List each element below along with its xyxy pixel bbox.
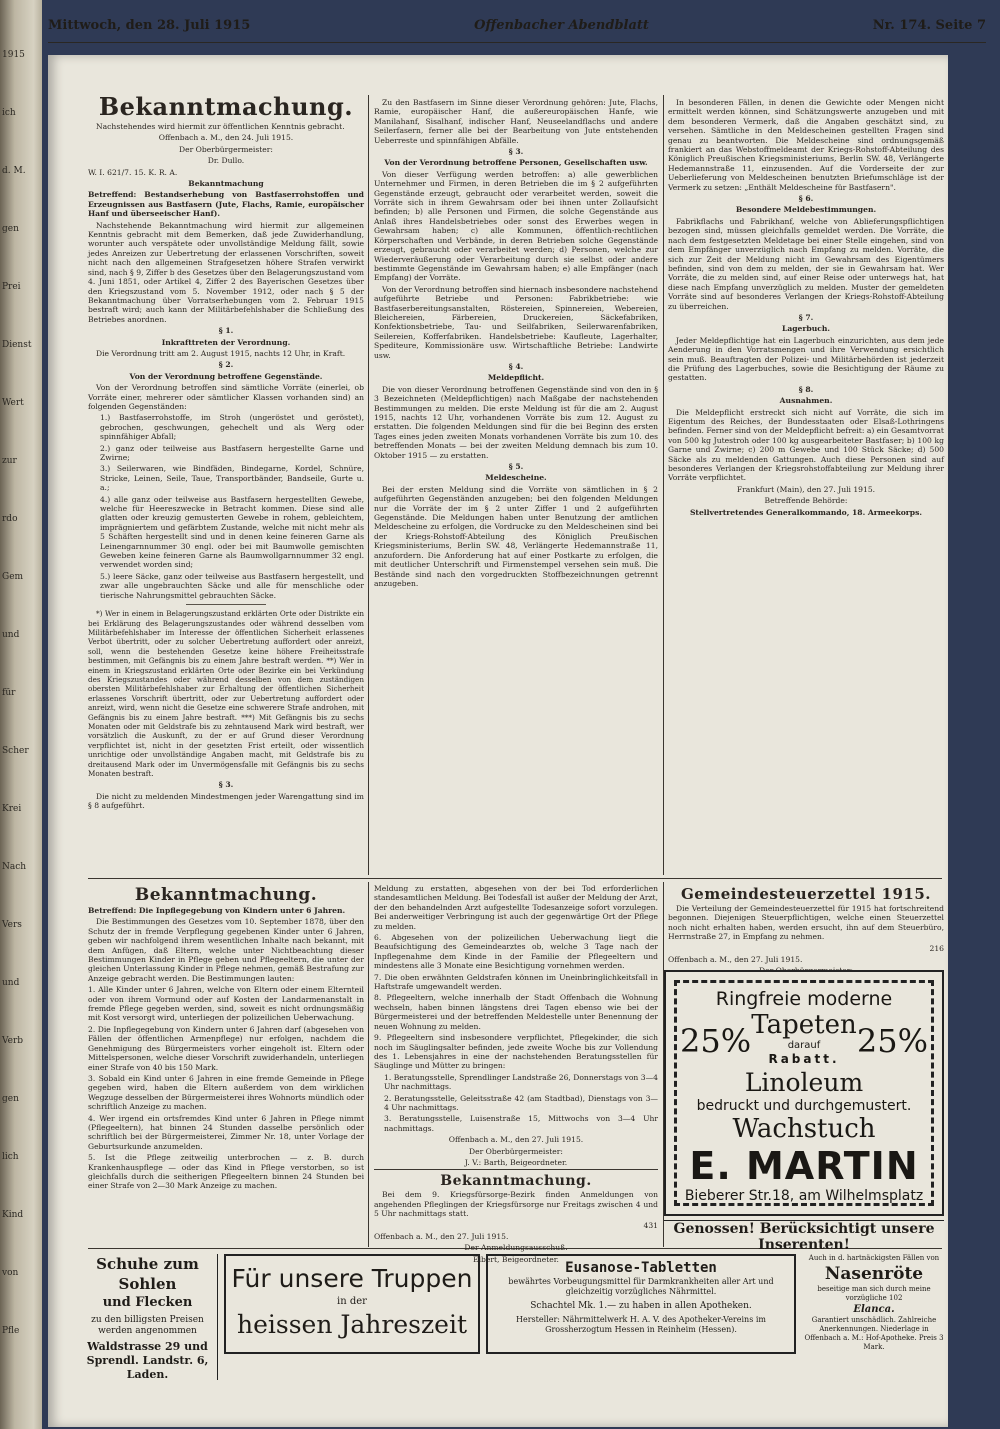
binding-fragment: Vers [2,920,22,930]
binding-fragment: Verb [2,1036,24,1046]
list-item: 5.) leere Säcke, ganz oder teilweise aus Bastfasern hergestellt, und zwar alle ungebrauchten Säcke und alle für menschliche oder tierische Nahrungsmittel gebrauchten Säcke. [100,571,364,600]
masthead-date: Mittwoch, den 28. Juli 1915 [48,18,251,33]
section-2-number: § 2. [218,360,234,370]
binding-fragment: Krei [2,804,22,814]
martin-advertisement [664,970,944,1216]
authority: Der Oberbürgermeister: [469,1146,563,1156]
place-date: Offenbach a. M., den 27. Juli 1915. [668,955,803,965]
meldung-text: In besonderen Fällen, in denen die Gewichte oder Mengen nicht ermittelt werden können, sind Schätzungswerte anzugeben und mit dem besonderen Vermerk, daß die Angaben geschätzt sind, zu versehen. Sämtliche in den Meldescheinen gestellten Fragen sind genau zu beantworten. Die Meldescheine sind ordnungsgemäß frankiert an das Webstoffmeldeamt der Kriegs-Rohstoff-Abteilung des Königlich Preußischen Kriegsministeriums, Berlin SW. 48, Verlängerte Hedemannstraße 11, einzusenden. Auf die Vorderseite der zur Ueberlieferung von Meldescheinen benutzten Briefumschläge ist der Vermerk zu setzen: „Enthält Meldescheine für Bastfasern". [668,98,944,192]
masthead-paper: Offenbacher Abendblatt [474,18,649,33]
ad-darauf: darauf [787,1040,821,1051]
section-2-text: Von der Verordnung betroffen sind sämtliche Vorräte (einerlei, ob Vorräte einer, mehrerer oder sämtlicher Klassen vorhanden sind) an folgenden Gegenständen: [88,383,364,411]
binding-fragment: lich [2,1152,19,1162]
column-2 [374,98,658,876]
eusanose-price: Schachtel Mk. 1.— zu haben in allen Apotheken. [530,1301,752,1311]
binding-strip [0,0,42,1429]
section-7-text: Jeder Meldepflichtige hat ein Lagerbuch einzurichten, aus dem jede Aenderung in den Vorratsmengen und ihre Verwendung ersichtlich sein muß. Beauftragten der Polizei- und Militärbehörden ist jederzeit die Prüfung des Lagerbuches, sowie die Besichtigung der Räume zu gestatten. [668,335,944,383]
list-item: 2. Die Inpflegegebung von Kindern unter 6 Jahren darf (abgesehen von Fällen der öffentlichen Armenpflege) nur erfolgen, nachdem die Genehmigung des Bürgermeisters vorher eingeholt ist. Eltern oder Mittelspersonen, welche dieser Vorschrift zuwiderhandeln, unterliegen einer Strafe von 40 bis 150 Mark. [88,1024,364,1072]
binding-fragment: 1915 [2,50,25,60]
masthead [48,18,986,40]
section-7-number: § 7. [798,312,814,322]
nase-ad-text: beseitige man sich durch meine vorzügliche 102 [817,1285,931,1302]
reference-number: W. I. 621/7. 15. K. R. A. [88,167,178,177]
troops-line-2: in der [337,1296,367,1307]
child-care-continued: Meldung zu erstatten, abgesehen von der bei Tod erforderlichen standesamtlichen Meldung. Bei Todesfall ist außer der Meldung der Arzt, der den behandelnden Arzt aufgestellte Todesanzeige sofort vorzulegen. Bei anderweitiger Verbringung ist auch der gegenwärtige Ort der Pflege zu melden. [374,884,658,931]
list-item: 1. Alle Kinder unter 6 Jahren, welche von Eltern oder einem Elternteil oder von ihrem Vormund oder auf Kosten der Landarmenanstalt in fremde Pflege gegeben werden, sind, soweit es nicht ordnungsmäßig mit Kost versorgt wird, unterliegen der polizeilichen Ueberwachung. [88,985,364,1023]
ad-percent-left: 25% [680,1022,752,1060]
sub-title: Bekanntmachung [188,179,264,189]
section-5-text: Bei der ersten Meldung sind die Vorräte von sämtlichen in § 2 aufgeführten Gegenständen anzugeben; bei den folgenden Meldungen nur die Vorräte der im § 2 unter Ziffer 1 und 2 aufgeführten Gegenstände. Die Meldungen haben unter Benutzung der amtlichen Meldescheine zu erfolgen, die Vordrucke zu den Meldescheinen sind bei der Kriegs-Rohstoff-Abteilung des Königlich Preußischen Kriegsministeriums, Berlin SW. 48, Verlängerte Hedemannstraße 11, anzufordern. Die Anforderung hat auf einer Postkarte zu erfolgen, die mit deutlicher Unterschrift und Firmenstempel versehen sein muß. Die Bestände sind nach den vorgedruckten Stoffbezeichnungen getrennt anzugeben. [374,484,658,588]
ad-line-ringfreie: Ringfreie moderne [715,988,893,1010]
binding-fragment: Wert [2,398,24,408]
section-2-title: Von der Verordnung betroffene Gegenstände. [129,371,323,381]
ad-linoleum: Linoleum [744,1068,864,1097]
section-8-title: Ausnahmen. [779,396,833,406]
betreff-text: Betreffend: Bestandserhebung von Bastfaserrohstoffen und Erzeugnissen aus Bastfasern (Jute, Flachs, Ramie, europäischer Hanf und überseeischer Hanf). [88,190,364,219]
list-item: 8. Pflegeeltern, welche innerhalb der Stadt Offenbach die Wohnung wechseln, haben binnen längstens drei Tagen ebenso wie bei der Bürgermeisterei und der betreffenden Meldestelle unter Benennung der neuen Wohnung zu melden. [374,993,658,1031]
shoe-ad-text: zu den billigsten Preisen werden angenommen [91,1315,204,1336]
shoe-ad-title: Schuhe zum Sohlen [96,1255,199,1293]
section-8-number: § 8. [798,384,814,394]
child-care-text: Die Bestimmungen des Gesetzes vom 10. September 1878, über den Schutz der in fremde Verpflegung gegebenen Kinder unter 6 Jahren, geben wir nachfolgend ihrem wesentlichen Inhalte nach bekannt, mit dem Anfügen, daß Eltern, welche unter Nichtbeachtung dieser Bestimmungen Kinder in Pflege geben und Pflegeeltern, die unter der gleichen Unterlassung Kinder in Pflege nehmen, gemäß Bestrafung zur Anzeige gebracht werden. Die Bestimmungen lauten: [88,917,364,983]
section-6-title: Besondere Meldebestimmungen. [735,205,877,215]
column-rule-1 [368,95,369,875]
list-item: 1. Beratungsstelle, Sprendlinger Landstraße 26, Donnerstags von 3—4 Uhr nachmittags. [384,1072,658,1092]
section-3-title: Von der Verordnung betroffene Personen, Gesellschaften usw. [384,158,648,168]
section-3-number: § 3. [508,147,524,157]
ad-bedruckt: bedruckt und durchgemustert. [696,1098,912,1114]
column-rule-2 [663,95,664,875]
section-1-title: Inkrafttreten der Verordnung. [161,337,291,347]
section-3-text: Die nicht zu meldenden Mindestmengen jeder Warengattung sind im § 8 aufgeführt. [88,791,364,811]
list-item: 6. Abgesehen von der polizeilichen Ueberwachung liegt die Beaufsichtigung des Gemeindearztes ob, welche 3 Tage nach der Inpflegenahme dem Kinde in der Familie der Pflegeeltern und mindestens alle 3 Monate eine Besichtigung vornehmen werden. [374,933,658,971]
intro-text: Nachstehendes wird hiermit zur öffentlichen Kenntnis gebracht. [96,122,345,131]
child-care-betreff: Betreffend: Die Inpflegegebung von Kindern unter 6 Jahren. [88,906,346,915]
eusanose-text: bewährtes Vorbeugungsmittel für Darmkrankheiten aller Art und gleichzeitig vorzügliches Nährmittel. [508,1277,774,1296]
ad-company-name: E. MARTIN [689,1144,919,1188]
nasenroete-advertisement [804,1254,944,1354]
troops-line-3: heissen Jahreszeit [236,1310,467,1339]
steuerzettel-number: 216 [929,943,944,953]
troops-advertisement [224,1254,480,1354]
fuersorge-text: Bei dem 9. Kriegsfürsorge-Bezirk finden Anmeldungen von angehenden Pfleglingen der Kriegsfürsorge nur Freitags zwischen 4 und 5 Uhr nachmittags statt. [374,1190,658,1219]
section-5-number: § 5. [508,462,524,472]
lower-column-3 [668,884,944,966]
shoe-ad-address-1: Waldstrasse 29 und [87,1340,208,1353]
ad-address: Bieberer Str.18, am Wilhelmsplatz [684,1188,924,1204]
list-item: 2.) ganz oder teilweise aus Bastfasern hergestellte Garne und Zwirne; [100,443,364,462]
section-1-number: § 1. [218,326,234,336]
section-6-number: § 6. [798,194,814,204]
ad-rabatt: Rabatt. [768,1052,840,1066]
column-rule-3 [368,882,369,1247]
announcement-title: Bekanntmachung. [98,92,354,121]
binding-fragment: und [2,978,20,988]
ad-tapeten: Tapeten [751,1010,857,1040]
steuerzettel-title: Gemeindesteuerzettel 1915. [680,885,932,903]
binding-fragment: zur [2,456,17,466]
list-item: 9. Pflegeeltern sind insbesondere verpflichtet, Pflegekinder, die sich noch im Säuglingsalter befinden, jede zweite Woche bis zur Vollendung des 1. Lebensjahres in eine der nachstehenden Beratungsstellen für Säuglinge und Mütter zu bringen: [374,1033,658,1071]
eusanose-title: Eusanose-Tabletten [565,1260,717,1276]
section-4-number: § 4. [508,361,524,371]
bastfaser-definition: Zu den Bastfasern im Sinne dieser Verordnung gehören: Jute, Flachs, Ramie, europäischer Hanf, die außereuropäischen Hanfe, wie Manilahanf, Sisalhanf, indischer Hanf, Neuseelandflachs und andere Seilerfasern, ferner alle bei der Bearbeitung von Jute entstehenden Ueberreste und spinnfähigen Abfälle. [374,98,658,145]
section-8-text: Die Meldepflicht erstreckt sich nicht auf Vorräte, die sich im Eigentum des Reiches, der Bundesstaaten oder Elsaß-Lothringens befinden. Ferner sind von der Meldepflicht befreit: a) ein Gesamtvorrat von 500 kg Jutestroh oder 100 kg ausgearbeiteter Bastfaser; b) 100 kg Garne und Zwirne; c) 200 m Gewebe und 100 Stück Säcke; d) 500 Säcke als zu meldenden Gattungen. Auch diese Personen sind auf besonderes Verlangen der Kriegsrohstoffabteilung zur Meldung ihrer Vorräte verpflichtet. [668,407,944,483]
list-item: 2. Beratungsstelle, Geleitsstraße 42 (am Stadtbad), Dienstags von 3—4 Uhr nachmittags. [384,1093,658,1112]
place-date: Offenbach a. M., den 27. Juli 1915. [374,1232,509,1241]
shoe-ad-address-2: Sprendl. Landstr. 6, Laden. [86,1354,209,1381]
section-3-text: Von dieser Verfügung werden betroffen: a) alle gewerblichen Unternehmer und Firmen, in deren Betrieben die im § 2 aufgeführten Gegenstände erzeugt, gebraucht oder verarbeitet werden, soweit die Vorräte sich in ihrem Gewahrsam oder bei ihnen unter Zollaufsicht befinden; b) alle Personen und Firmen, die solche Gegenstände aus Anlaß ihres Handelsbetriebes oder sonst des Erwerbes wegen in Gewahrsam haben; c) alle Kommunen, öffentlich-rechtlichen Körperschaften und Verbände, in deren Betrieben solche Gegenstände erzeugt, gebraucht oder verarbeitet werden; d) Personen, welche zur Wiederveräußerung oder Verarbeitung durch sie selbst oder andere bestimmte Gegenstände im Gewahrsam haben; e) alle Empfänger (nach Empfang) der Vorräte. [374,169,658,283]
binding-fragment: gen [2,224,19,234]
ad-wachstuch: Wachstuch [732,1114,876,1144]
fuersorge-number: 431 [643,1220,658,1230]
troops-line-1: Für unsere Truppen [231,1264,473,1293]
paragraph-1: Nachstehende Bekanntmachung wird hiermit zur allgemeinen Kenntnis gebracht mit dem Bemerken, daß jede Zuwiderhandlung, worunter auch verspätete oder unvollständige Meldung fällt, sowie jedes Anreizen zur Uebertretung der erlassenen Vorschriften, soweit nicht nach den allgemeinen Strafgesetzen höhere Strafen verwirkt sind, nach § 9, Ziffer b des Gesetzes über den Belagerungszustand vom 4. Juni 1851, oder Artikel 4, Ziffer 2 des Bayerischen Gesetzes über den Kriegszustand vom 5. November 1912, oder nach § 5 der Bekanntmachung über Vorratserhebungen vom 2. Februar 1915 bestraft wird; auch kann der Militärbefehlshaber die Schließung des Betriebes anordnen. [88,220,364,324]
signature: Stellvertretendes Generalkommando, 18. Armeekorps. [689,507,923,517]
binding-fragment: Nach [2,862,27,872]
section-6-text: Fabrikflachs und Fabrikhanf, welche von Ablieferungspflichtigen bezogen sind, müssen gleichfalls gemeldet werden. Die Vorräte, die nach dem festgesetzten Meldetage bei einer Stelle eingehen, sind von dem Empfänger unverzüglich nach Empfang zu melden. Vorräte, die sich zur Zeit der Meldung nicht im Gewahrsam des Eigentümers befinden, sind von dem zu melden, der sie in Gewahrsam hat. Wer Vorräte, die zu melden sind, auf einer Reise oder unterwegs hat, hat diese nach Empfang unverzüglich zu melden. Muster der gemeldeten Vorräte sind auf besonderes Verlangen der Kriegs-Rohstoff-Abteilung zu überreichen. [668,216,944,311]
lower-column-1 [88,884,364,1246]
nase-ad-text-2: Garantiert unschädlich. Zahlreiche Anerkennungen. Niederlage in Offenbach a. M.: Hof-Apotheke. Preis 3 Mark. [804,1316,944,1351]
list-item: 4. Wer irgend ein ortsfremdes Kind unter 6 Jahren in Pflege nimmt (Pflegeeltern), hat binnen 24 Stunden dasselbe persönlich oder schriftlich bei der Bürgermeisterei, Zimmer Nr. 18, unter Vorlage der Geburtsurkunde anzumelden. [88,1113,364,1151]
binding-fragment: für [2,688,16,698]
place-date: Offenbach a. M., den 27. Juli 1915. [448,1135,584,1145]
list-item: 3. Beratungsstelle, Luisenstraße 15, Mittwochs von 3—4 Uhr nachmittags. [384,1114,658,1133]
signature: Elbert, Beigeordneter. [473,1254,559,1264]
binding-fragment: Scher [2,746,29,756]
eusanose-maker: Hersteller: Nährmittelwerk H. A. V. des Apotheker-Vereins im Grossherzogtum Hessen in Reinheim (Hessen). [516,1315,766,1334]
section-7-title: Lagerbuch. [781,324,831,334]
steuerzettel-text: Die Verteilung der Gemeindesteuerzettel für 1915 hat fortschreitend begonnen. Diejenigen Steuerpflichtigen, welche einen Steuerzettel noch nicht erhalten haben, werden ersucht, ihn auf dem Steuerbüro, Herrnstraße 27, in Empfang zu nehmen. [668,904,944,942]
binding-fragment: ich [2,108,16,118]
binding-fragment: von [2,1268,19,1278]
list-item: 1.) Bastfaserrohstoffe, im Stroh (ungeröstet und geröstet), gebrochen, geschwungen, gehechelt und als Werg oder spinnfähiger Abfall; [100,413,364,442]
binding-fragment: Gem [2,572,24,582]
lower-column-2 [374,884,658,1264]
signature: J. V.: Barth, Beigeordneter. [464,1157,568,1167]
footnote-divider [186,604,266,605]
column-1 [88,92,364,876]
slogan: Genossen! Berücksichtigt unsere Inserenten! [664,1220,944,1242]
place-date: Offenbach a. M., den 24. Juli 1915. [158,133,294,143]
column-3 [668,98,944,876]
section-4-text: Die von dieser Verordnung betroffenen Gegenstände sind von den in § 3 Bezeichneten (Meldepflichtigen) nach Maßgabe der nachstehenden Bestimmungen zu melden. Die erste Meldung ist für die am 2. August 1915, nachts 12 Uhr, vorhandenen Vorräte bis zum 12. August zu erstatten. Die folgenden Meldungen sind für die bei Beginn des ersten Tages eines jeden zweiten Monats vorhandenen Vorräte bis zum 10. des betreffenden Monats — bei der zweiten Meldung demnach bis zum 10. Oktober 1915 — zu erstatten. [374,384,658,460]
binding-fragment: und [2,630,20,640]
list-item: 5. Ist die Pflege zeitweilig unterbrochen — z. B. durch Krankenhauspflege — oder das Kind in Pflege verstorben, so ist gleichfalls durch die seitherigen Pflegeeltern binnen 24 Stunden bei einer Strafe von 2—30 Mark Anzeige zu machen. [88,1153,364,1191]
shoe-ad-title-2: und Flecken [102,1295,193,1310]
list-item: 7. Die oben erwähnten Geldstrafen können im Uneinbringlichkeitsfall in Haftstrafe umgewandelt werden. [374,972,658,992]
nase-ad-brand: Elanca. [853,1304,895,1315]
binding-fragment: Prei [2,282,21,292]
section-1-text: Die Verordnung tritt am 2. August 1915, nachts 12 Uhr, in Kraft. [96,348,346,358]
section-5-title: Meldescheine. [485,473,547,483]
section-3-text-2: Von der Verordnung betroffen sind hiernach insbesondere nachstehend aufgeführte Betriebe und Personen: Fabrikbetriebe: wie Bastfaserbereitungsanstalten, Röstereien, Spinnereien, Webereien, Bleichereien, Färbereien, Druckereien, Säckefabriken, Konfektionsbetriebe, Tau- und Seilfabriken, Seilerwarenfabriken, Seilereien, Kofferfabriken. Handelsbetriebe: Kaufleute, Lagerhalter, Spediteure, Kommissionäre usw. Wirtschaftliche Betriebe: Landwirte usw. [374,284,658,360]
binding-fragment: rdo [2,514,18,524]
masthead-rule [48,42,986,43]
section-rule [88,878,942,879]
shoe-repair-advertisement [78,1254,218,1380]
eusanose-advertisement [486,1254,796,1354]
list-item: 3. Sobald ein Kind unter 6 Jahren in eine fremde Gemeinde in Pflege gegeben wird, haben die Eltern außerdem von dem wirklichen Wegzuge desselben der Bürgermeisterei ihres Wohnorts mündlich oder schriftlich Anzeige zu machen. [88,1073,364,1112]
authority: Der Anmeldungsausschuß. [464,1243,568,1253]
nase-ad-title: Nasenröte [824,1264,924,1284]
ad-percent-right: 25% [856,1022,928,1060]
authority: Betreffende Behörde: [764,496,848,506]
binding-fragment: d. M. [2,166,26,176]
nase-ad-top: Auch in d. hartnäckigsten Fällen von [808,1254,940,1262]
binding-fragment: gen [2,1094,19,1104]
authority: Der Oberbürgermeister: [179,144,273,154]
list-item: 4.) alle ganz oder teilweise aus Bastfasern hergestellten Gewebe, welche für Heereszwecke in Betracht kommen. Diese sind alle glatten oder kreuzig gemusterten Gewebe in rohem, gebleichtem, imprägniertem und gefärbtem Zustande, welche mit nicht mehr als 5 Schäften hergestellt sind und in denen keine feineren Garne als Leinengarnnummer 30 engl. oder bei mit Baumwolle gemischten Geweben keine feineren Garne als Baumwollgarnnummer 32 engl. verwendet worden sind; [100,494,364,570]
list-item: 3.) Seilerwaren, wie Bindfäden, Bindegarne, Kordel, Schnüre, Stricke, Leinen, Seile, Taue, Transportbänder, Bandseile, Gurte u. a.; [100,464,364,493]
section-4-title: Meldepflicht. [487,373,545,383]
binding-fragment: Dienst [2,340,32,350]
fuersorge-title: Bekanntmachung. [374,1169,658,1190]
section-3-number: § 3. [218,780,234,790]
signature: Dr. Dullo. [207,156,245,166]
footnotes: *) Wer in einem in Belagerungszustand erklärten Orte oder Distrikte ein bei Erklärung des Belagerungszustandes oder während desselben vom Militärbefehlshaber im Interesse der öffentlichen Sicherheit erlassenes Verbot übertritt, oder zu solcher Uebertretung auffordert oder anreizt, soll, wenn die bestehenden Gesetze keine höhere Freiheitsstrafe bestimmen, mit Gefängnis bis zu einem Jahre bestraft werden. **) Wer in einem in Kriegszustand erklärten Orte oder Bezirke ein bei Verkündung des Kriegszustandes oder während desselben von dem zuständigen obersten Militärbefehlshaber zur Erhaltung der öffentlichen Sicherheit erlassenes Vorschrift übertritt, oder zur Uebertretung auffordert oder anreizt, wird, wenn nicht die Gesetze eine schwerere Strafe androhen, mit Gefängnis bis zu einem Jahre bestraft. ***) Mit Gefängnis bis zu sechs Monaten oder mit Geldstrafe bis zu zehntausend Mark wird bestraft, wer vorsätzlich die Auskunft, zu der er auf Grund dieser Verordnung verpflichtet ist, nicht in der gesetzten Frist erteilt, oder wissentlich unrichtige oder unvollständige Angaben macht, mit Geldstrafe bis zu dreitausend Mark oder im Unvermögensfalle mit Gefängnis bis zu sechs Monaten bestraft. [88,609,364,778]
place-date: Frankfurt (Main), den 27. Juli 1915. [736,484,876,494]
binding-fragment: Pfle [2,1326,20,1336]
binding-fragment: Kind [2,1210,24,1220]
child-care-title: Bekanntmachung. [134,885,318,905]
masthead-issue: Nr. 174. Seite 7 [872,18,986,33]
